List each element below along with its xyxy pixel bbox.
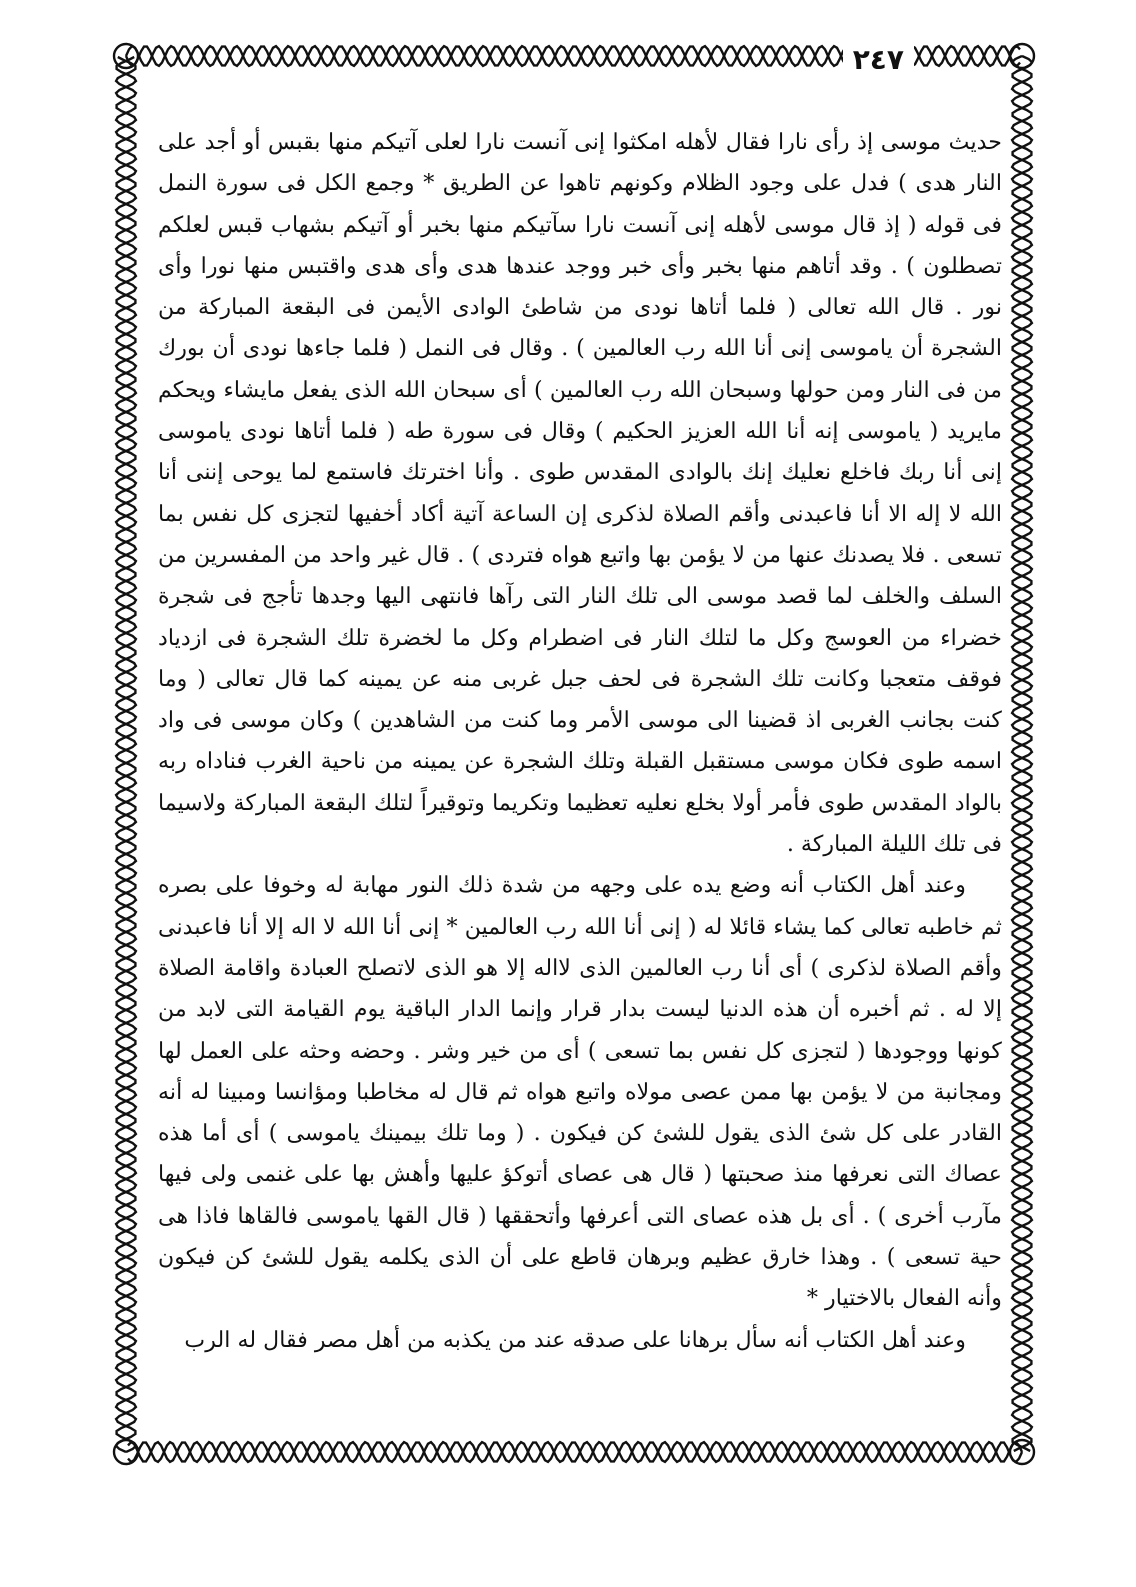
paragraph-1: حديث موسى إذ رأى نارا فقال لأهله امكثوا إنى آنست نارا لعلى آتيكم منها بقبس أو أجد على النار هدى ) فدل على وجود الظلام وكونهم تاهوا عن الطريق * وجمع الكل فى سورة النمل فى قوله ( إذ قال موسى لأهله إنى آنست نارا سآتيكم منها بخبر أو آتيكم بشهاب قبس لعلكم تصطلون ) . وقد أتاهم منها بخبر وأى خبر ووجد عندها هدى وأى هدى واقتبس منها نورا وأى نور . قال الله تعالى ( فلما أتاها نودى من شاطئ الوادى الأيمن فى البقعة المباركة من الشجرة أن ياموسى إنى أنا الله رب العالمين ) . وقال فى النمل ( فلما جاءها نودى أن بورك من فى النار ومن حولها وسبحان الله رب العالمين ) أى سبحان الله الذى يفعل مايشاء ويحكم مايريد ( ياموسى إنه أنا الله العزيز الحكيم ) وقال فى سورة طه ( فلما أتاها نودى ياموسى إنى أنا ربك فاخلع نعليك إنك بالوادى المقدس طوى . وأنا اخترتك فاستمع لما يوحى إننى أنا الله لا إله الا أنا فاعبدنى وأقم الصلاة لذكرى إن الساعة آتية أكاد أخفيها لتجزى كل نفس بما تسعى . فلا يصدنك عنها من لا يؤمن بها واتبع هواه فتردى ) . قال غير واحد من المفسرين من السلف والخلف لما قصد موسى الى تلك النار التى رآها فانتهى اليها وجدها تأجج فى شجرة خضراء من العوسج وكل ما لتلك النار فى اضطرام وكل ما لخضرة تلك الشجرة فى ازدياد فوقف متعجبا وكانت تلك الشجرة فى لحف جبل غربى منه عن يمينه كما قال تعالى ( وما كنت بجانب الغربى اذ قضينا الى موسى الأمر وما كنت من الشاهدين ) وكان موسى فى واد اسمه طوى فكان موسى مستقبل القبلة وتلك الشجرة عن يمينه من ناحية الغرب فناداه ربه بالواد المقدس طوى فأمر أولا بخلع نعليه تعظيما وتكريما وتوقيراً لتلك البقعة المباركة ولاسيما فى تلك الليلة المباركة . bbox=[158, 129, 1002, 858]
body-text bbox=[158, 122, 1002, 1400]
paragraph-3: وعند أهل الكتاب أنه سأل برهانا على صدقه عند من يكذبه من أهل مصر فقال له الرب bbox=[184, 1326, 966, 1353]
paragraph-2: وعند أهل الكتاب أنه وضع يده على وجهه من شدة ذلك النور مهابة له وخوفا على بصره ثم خاطبه تعالى كما يشاء قائلا له ( إنى أنا الله رب العالمين * إنى أنا الله لا اله إلا أنا فاعبدنى وأقم الصلاة لذكرى ) أى أنا رب العالمين الذى لااله إلا هو الذى لاتصلح العبادة واقامة الصلاة إلا له . ثم أخبره أن هذه الدنيا ليست بدار قرار وإنما الدار الباقية يوم القيامة التى لابد من كونها ووجودها ( لتجزى كل نفس بما تسعى ) أى من خير وشر . وحضه وحثه على العمل لها ومجانبة من لا يؤمن بها ممن عصى مولاه واتبع هواه ثم قال له مخاطبا ومؤانسا ومبينا له أنه القادر على كل شئ الذى يقول للشئ كن فيكون . ( وما تلك بيمينك ياموسى ) أى أما هذه عصاك التى نعرفها منذ صحبتها ( قال هى عصاى أتوكؤ عليها وأهش بها على غنمى ولى فيها مآرب أخرى ) . أى بل هذه عصاى التى أعرفها وأتحققها ( قال القها ياموسى فالقاها فاذا هى حية تسعى ) . وهذا خارق عظيم وبرهان قاطع على أن الذى يكلمه يقول للشئ كن فيكون وأنه الفعال بالاختيار * bbox=[158, 872, 1002, 1312]
page-number: ٢٤٧ bbox=[843, 40, 914, 80]
page-frame bbox=[104, 34, 1044, 1474]
